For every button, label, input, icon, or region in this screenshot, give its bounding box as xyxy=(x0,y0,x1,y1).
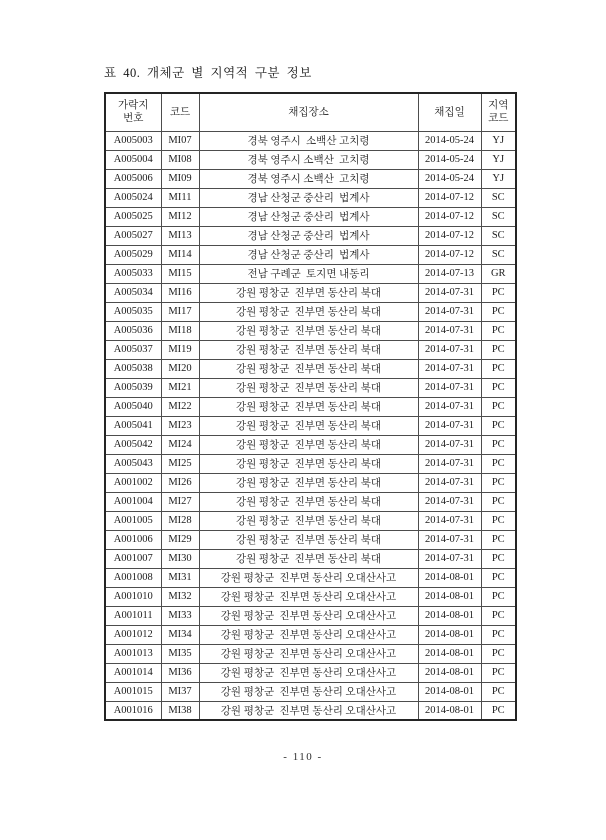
cell-region-code: PC xyxy=(481,283,516,302)
table-row xyxy=(105,701,516,720)
cell-place: 경북 영주시 소백산 고치령 xyxy=(199,169,418,188)
cell-ring-no: A005041 xyxy=(105,416,161,435)
cell-code: MI32 xyxy=(161,587,199,606)
cell-ring-no: A001016 xyxy=(105,701,161,720)
cell-code: MI16 xyxy=(161,283,199,302)
table-row xyxy=(105,644,516,663)
cell-code: MI21 xyxy=(161,378,199,397)
cell-ring-no: A001013 xyxy=(105,644,161,663)
page-number: - 110 - xyxy=(283,751,323,763)
cell-place: 강원 평창군 진부면 동산리 북대 xyxy=(199,321,418,340)
cell-region-code: GR xyxy=(481,264,516,283)
cell-region-code: PC xyxy=(481,663,516,682)
table-header-row xyxy=(105,93,516,131)
cell-place: 강원 평창군 진부면 동산리 북대 xyxy=(199,473,418,492)
table-row xyxy=(105,283,516,302)
cell-date: 2014-07-12 xyxy=(418,207,481,226)
cell-date: 2014-05-24 xyxy=(418,131,481,150)
table-row xyxy=(105,587,516,606)
cell-ring-no: A005038 xyxy=(105,359,161,378)
cell-date: 2014-07-31 xyxy=(418,340,481,359)
table-row xyxy=(105,340,516,359)
cell-ring-no: A005003 xyxy=(105,131,161,150)
cell-region-code: PC xyxy=(481,397,516,416)
table-row xyxy=(105,264,516,283)
table-row xyxy=(105,226,516,245)
cell-ring-no: A005006 xyxy=(105,169,161,188)
cell-date: 2014-07-13 xyxy=(418,264,481,283)
cell-date: 2014-07-12 xyxy=(418,245,481,264)
cell-ring-no: A001007 xyxy=(105,549,161,568)
cell-place: 강원 평창군 진부면 동산리 북대 xyxy=(199,511,418,530)
cell-date: 2014-05-24 xyxy=(418,150,481,169)
cell-region-code: PC xyxy=(481,416,516,435)
cell-date: 2014-08-01 xyxy=(418,606,481,625)
cell-region-code: PC xyxy=(481,587,516,606)
cell-place: 전남 구례군 토지면 내동리 xyxy=(199,264,418,283)
cell-ring-no: A001005 xyxy=(105,511,161,530)
cell-place: 강원 평창군 진부면 동산리 북대 xyxy=(199,378,418,397)
cell-code: MI30 xyxy=(161,549,199,568)
cell-region-code: YJ xyxy=(481,169,516,188)
cell-date: 2014-07-31 xyxy=(418,454,481,473)
table-row xyxy=(105,169,516,188)
table-row xyxy=(105,473,516,492)
cell-date: 2014-08-01 xyxy=(418,701,481,720)
cell-ring-no: A005036 xyxy=(105,321,161,340)
cell-place: 강원 평창군 진부면 동산리 오대산사고 xyxy=(199,606,418,625)
cell-code: MI15 xyxy=(161,264,199,283)
cell-place: 강원 평창군 진부면 동산리 북대 xyxy=(199,283,418,302)
table-row xyxy=(105,454,516,473)
cell-region-code: PC xyxy=(481,359,516,378)
cell-code: MI14 xyxy=(161,245,199,264)
cell-ring-no: A005040 xyxy=(105,397,161,416)
cell-code: MI19 xyxy=(161,340,199,359)
cell-code: MI23 xyxy=(161,416,199,435)
table-row xyxy=(105,511,516,530)
cell-date: 2014-07-31 xyxy=(418,549,481,568)
cell-date: 2014-07-31 xyxy=(418,283,481,302)
cell-code: MI34 xyxy=(161,625,199,644)
table-row xyxy=(105,663,516,682)
cell-place: 강원 평창군 진부면 동산리 북대 xyxy=(199,340,418,359)
cell-code: MI37 xyxy=(161,682,199,701)
cell-ring-no: A005025 xyxy=(105,207,161,226)
cell-ring-no: A005039 xyxy=(105,378,161,397)
table-row xyxy=(105,416,516,435)
cell-region-code: PC xyxy=(481,321,516,340)
cell-place: 강원 평창군 진부면 동산리 오대산사고 xyxy=(199,587,418,606)
cell-place: 경남 산청군 중산리 법계사 xyxy=(199,226,418,245)
cell-code: MI36 xyxy=(161,663,199,682)
cell-code: MI28 xyxy=(161,511,199,530)
cell-region-code: PC xyxy=(481,682,516,701)
cell-code: MI31 xyxy=(161,568,199,587)
table-body xyxy=(105,131,516,720)
table-caption: 표 40. 개체군 별 지역적 구분 정보 xyxy=(104,66,312,80)
cell-ring-no: A005004 xyxy=(105,150,161,169)
table-row xyxy=(105,359,516,378)
cell-ring-no: A001006 xyxy=(105,530,161,549)
table-row xyxy=(105,302,516,321)
cell-ring-no: A001008 xyxy=(105,568,161,587)
cell-date: 2014-08-01 xyxy=(418,587,481,606)
cell-date: 2014-07-31 xyxy=(418,530,481,549)
table-row xyxy=(105,245,516,264)
cell-date: 2014-07-31 xyxy=(418,397,481,416)
table-row xyxy=(105,131,516,150)
cell-region-code: PC xyxy=(481,701,516,720)
table-row xyxy=(105,397,516,416)
cell-date: 2014-08-01 xyxy=(418,625,481,644)
table-row xyxy=(105,378,516,397)
cell-region-code: SC xyxy=(481,245,516,264)
table-row xyxy=(105,530,516,549)
cell-region-code: PC xyxy=(481,644,516,663)
cell-date: 2014-08-01 xyxy=(418,682,481,701)
cell-region-code: YJ xyxy=(481,131,516,150)
cell-ring-no: A005037 xyxy=(105,340,161,359)
cell-code: MI29 xyxy=(161,530,199,549)
cell-ring-no: A001011 xyxy=(105,606,161,625)
cell-place: 강원 평창군 진부면 동산리 북대 xyxy=(199,454,418,473)
cell-place: 강원 평창군 진부면 동산리 오대산사고 xyxy=(199,644,418,663)
cell-code: MI12 xyxy=(161,207,199,226)
cell-date: 2014-07-31 xyxy=(418,302,481,321)
cell-date: 2014-07-12 xyxy=(418,226,481,245)
cell-code: MI24 xyxy=(161,435,199,454)
cell-code: MI35 xyxy=(161,644,199,663)
cell-date: 2014-07-31 xyxy=(418,435,481,454)
cell-ring-no: A005034 xyxy=(105,283,161,302)
cell-code: MI33 xyxy=(161,606,199,625)
cell-date: 2014-08-01 xyxy=(418,568,481,587)
cell-region-code: PC xyxy=(481,473,516,492)
cell-code: MI20 xyxy=(161,359,199,378)
cell-place: 강원 평창군 진부면 동산리 북대 xyxy=(199,530,418,549)
cell-region-code: SC xyxy=(481,226,516,245)
cell-ring-no: A001002 xyxy=(105,473,161,492)
column-header-place: 채집장소 xyxy=(199,93,418,131)
table-row xyxy=(105,321,516,340)
cell-region-code: PC xyxy=(481,625,516,644)
cell-code: MI38 xyxy=(161,701,199,720)
cell-region-code: PC xyxy=(481,492,516,511)
cell-region-code: PC xyxy=(481,530,516,549)
cell-date: 2014-07-31 xyxy=(418,511,481,530)
cell-place: 강원 평창군 진부면 동산리 북대 xyxy=(199,549,418,568)
table-row xyxy=(105,207,516,226)
cell-place: 경남 산청군 중산리 법계사 xyxy=(199,245,418,264)
cell-place: 강원 평창군 진부면 동산리 북대 xyxy=(199,397,418,416)
cell-ring-no: A001015 xyxy=(105,682,161,701)
cell-place: 강원 평창군 진부면 동산리 오대산사고 xyxy=(199,625,418,644)
column-header-date: 채집일 xyxy=(418,93,481,131)
cell-ring-no: A001012 xyxy=(105,625,161,644)
cell-date: 2014-05-24 xyxy=(418,169,481,188)
cell-region-code: PC xyxy=(481,435,516,454)
cell-region-code: PC xyxy=(481,568,516,587)
cell-ring-no: A001004 xyxy=(105,492,161,511)
cell-region-code: PC xyxy=(481,340,516,359)
cell-code: MI13 xyxy=(161,226,199,245)
region-info-table xyxy=(104,92,517,721)
cell-ring-no: A005043 xyxy=(105,454,161,473)
cell-place: 강원 평창군 진부면 동산리 북대 xyxy=(199,435,418,454)
table-row xyxy=(105,492,516,511)
cell-date: 2014-07-31 xyxy=(418,321,481,340)
cell-place: 경남 산청군 중산리 법계사 xyxy=(199,207,418,226)
cell-place: 강원 평창군 진부면 동산리 오대산사고 xyxy=(199,682,418,701)
cell-ring-no: A005029 xyxy=(105,245,161,264)
table-row xyxy=(105,625,516,644)
table-row xyxy=(105,606,516,625)
column-header-region-code: 지역 코드 xyxy=(481,93,516,131)
cell-code: MI18 xyxy=(161,321,199,340)
cell-code: MI27 xyxy=(161,492,199,511)
cell-code: MI07 xyxy=(161,131,199,150)
cell-region-code: PC xyxy=(481,511,516,530)
cell-date: 2014-07-12 xyxy=(418,188,481,207)
cell-code: MI09 xyxy=(161,169,199,188)
cell-place: 강원 평창군 진부면 동산리 북대 xyxy=(199,359,418,378)
cell-place: 강원 평창군 진부면 동산리 오대산사고 xyxy=(199,701,418,720)
cell-code: MI11 xyxy=(161,188,199,207)
cell-region-code: PC xyxy=(481,378,516,397)
cell-ring-no: A005035 xyxy=(105,302,161,321)
table-row xyxy=(105,435,516,454)
table-row xyxy=(105,150,516,169)
cell-place: 강원 평창군 진부면 동산리 북대 xyxy=(199,416,418,435)
cell-ring-no: A005033 xyxy=(105,264,161,283)
cell-region-code: PC xyxy=(481,454,516,473)
cell-region-code: PC xyxy=(481,606,516,625)
cell-place: 강원 평창군 진부면 동산리 북대 xyxy=(199,302,418,321)
cell-place: 강원 평창군 진부면 동산리 오대산사고 xyxy=(199,568,418,587)
table-row xyxy=(105,568,516,587)
cell-date: 2014-07-31 xyxy=(418,416,481,435)
cell-place: 강원 평창군 진부면 동산리 오대산사고 xyxy=(199,663,418,682)
table-row xyxy=(105,682,516,701)
cell-code: MI25 xyxy=(161,454,199,473)
cell-code: MI17 xyxy=(161,302,199,321)
cell-ring-no: A001010 xyxy=(105,587,161,606)
cell-ring-no: A001014 xyxy=(105,663,161,682)
cell-ring-no: A005042 xyxy=(105,435,161,454)
cell-code: MI22 xyxy=(161,397,199,416)
cell-region-code: PC xyxy=(481,302,516,321)
cell-place: 경남 산청군 중산리 법계사 xyxy=(199,188,418,207)
cell-code: MI26 xyxy=(161,473,199,492)
cell-date: 2014-07-31 xyxy=(418,359,481,378)
cell-region-code: SC xyxy=(481,188,516,207)
cell-place: 강원 평창군 진부면 동산리 북대 xyxy=(199,492,418,511)
column-header-code: 코드 xyxy=(161,93,199,131)
cell-region-code: YJ xyxy=(481,150,516,169)
cell-code: MI08 xyxy=(161,150,199,169)
cell-ring-no: A005024 xyxy=(105,188,161,207)
cell-date: 2014-07-31 xyxy=(418,473,481,492)
cell-place: 경북 영주시 소백산 고치령 xyxy=(199,131,418,150)
cell-date: 2014-07-31 xyxy=(418,378,481,397)
cell-region-code: PC xyxy=(481,549,516,568)
table-row xyxy=(105,188,516,207)
table-row xyxy=(105,549,516,568)
cell-ring-no: A005027 xyxy=(105,226,161,245)
cell-region-code: SC xyxy=(481,207,516,226)
column-header-ring-no: 가락지 번호 xyxy=(105,93,161,131)
cell-date: 2014-07-31 xyxy=(418,492,481,511)
cell-place: 경북 영주시 소백산 고치령 xyxy=(199,150,418,169)
cell-date: 2014-08-01 xyxy=(418,663,481,682)
cell-date: 2014-08-01 xyxy=(418,644,481,663)
